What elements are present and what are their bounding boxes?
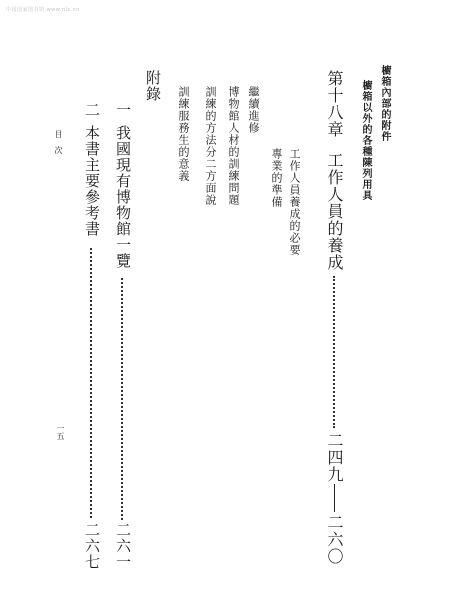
appendix-1-page: 二六一 [114,522,132,570]
running-head: 目 次 [54,130,63,154]
watermark: 中国国家图书馆 www.nlc.cn [6,7,80,13]
appendix-2-title: 本書主要參考書 [83,125,101,237]
appendix-1-number: 一 [114,102,132,118]
appendix-2-page: 二六七 [83,522,101,570]
appendix-1-title: 我國現有博物館一覽 [114,125,132,269]
chapter-18-page-start: 二四九 [325,432,344,483]
section-training-methods: 訓練的方法分二方面說 [204,86,217,206]
page-number: 一五 [56,424,65,440]
leader-dots [90,248,92,518]
appendix-title: 附錄 [144,70,162,102]
chapter-18-number: 第十八章 [325,70,344,138]
section-continuing-education: 繼續進修 [247,86,260,134]
leader-dots [333,276,335,428]
appendix-2-number: 二 [83,102,101,118]
toc-entry-cabinet-accessories: 櫥箱內部的附件 [379,65,390,142]
page-range-dash [334,484,335,512]
section-staff-training-necessity: 工作人員養成的必要 [288,148,301,256]
chapter-18-page-end: 二六〇 [325,514,344,565]
leader-dots [121,278,123,520]
section-talent-training-issues: 博物館人材的訓練問題 [227,86,240,206]
toc-entry-display-fixtures: 櫥箱以外的各種陳列用具 [360,80,371,201]
section-docent-training-meaning: 訓練服務生的意義 [177,86,190,182]
chapter-18-title: 工作人員的養成 [325,152,344,271]
section-professional-preparation: 專業的準備 [270,148,283,208]
